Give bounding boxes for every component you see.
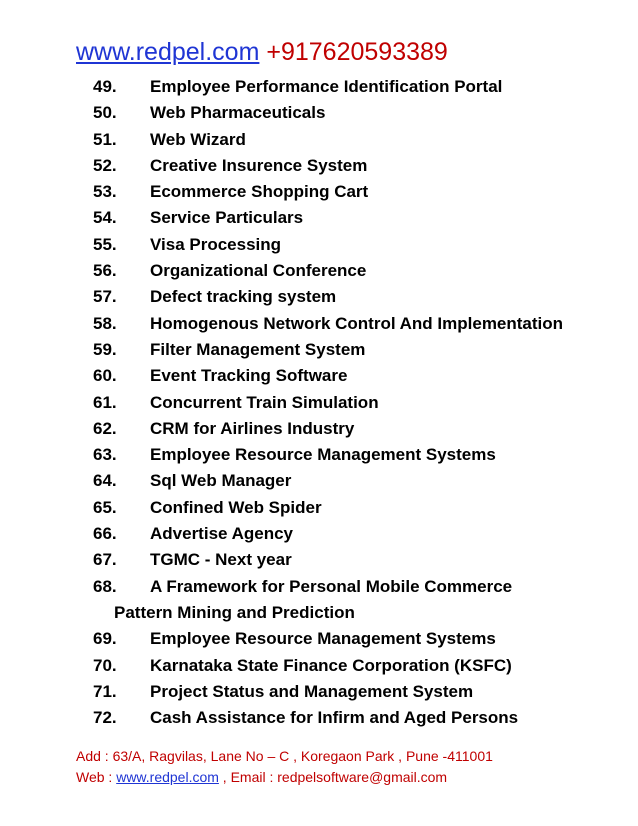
item-number: 56. <box>93 261 117 281</box>
list-item <box>93 626 613 652</box>
list-item <box>93 521 613 547</box>
item-title: Employee Resource Management Systems <box>150 445 496 465</box>
item-number: 62. <box>93 418 117 438</box>
contact-line <box>76 767 493 788</box>
website-link[interactable]: www.redpel.com <box>76 38 260 66</box>
item-title: Web Pharmaceuticals <box>150 103 326 123</box>
page-header <box>76 38 448 67</box>
list-item <box>93 337 613 363</box>
item-number: 66. <box>93 524 117 544</box>
list-item <box>93 311 613 337</box>
list-item <box>93 653 613 679</box>
item-title: Event Tracking Software <box>150 366 348 386</box>
item-number: 55. <box>93 234 117 254</box>
list-item <box>93 495 613 521</box>
item-title: Sql Web Manager <box>150 471 292 491</box>
item-title: Ecommerce Shopping Cart <box>150 182 369 202</box>
item-number: 50. <box>93 103 117 123</box>
item-title: Visa Processing <box>150 234 282 254</box>
item-title: CRM for Airlines Industry <box>150 418 355 438</box>
list-item <box>93 363 613 389</box>
list-item <box>93 74 613 100</box>
list-item <box>93 442 613 468</box>
item-number: 70. <box>93 655 117 675</box>
list-item <box>93 258 613 284</box>
item-title: Web Wizard <box>150 129 246 149</box>
item-number: 69. <box>93 629 117 649</box>
item-title: Creative Insurence System <box>150 155 368 175</box>
list-item <box>93 205 613 231</box>
item-number: 61. <box>93 392 117 412</box>
list-item <box>93 679 613 705</box>
page-footer <box>76 746 493 788</box>
item-number: 71. <box>93 681 117 701</box>
item-title: Cash Assistance for Infirm and Aged Persons <box>150 708 519 728</box>
item-title: Project Status and Management System <box>150 681 474 701</box>
list-item <box>93 468 613 494</box>
list-item <box>93 100 613 126</box>
item-number: 49. <box>93 77 117 96</box>
item-title: Employee Resource Management Systems <box>150 629 496 649</box>
list-item <box>93 416 613 442</box>
project-list <box>93 74 613 731</box>
web-label: Web : <box>76 769 117 785</box>
list-item <box>93 547 613 573</box>
item-number: 72. <box>93 708 117 728</box>
item-title: TGMC - Next year <box>150 550 292 570</box>
item-title: A Framework for Personal Mobile Commerce <box>150 576 513 596</box>
list-item <box>93 390 613 416</box>
phone-number: +917620593389 <box>266 38 448 66</box>
list-item <box>93 574 613 600</box>
list-item <box>93 179 613 205</box>
item-title: Organizational Conference <box>150 261 367 281</box>
item-title: Karnataka State Finance Corporation (KSFC) <box>150 655 512 675</box>
address-line: Add : 63/A, Ragvilas, Lane No – C , Koregaon Park , Pune -411001 <box>76 748 493 764</box>
item-number: 59. <box>93 339 117 359</box>
item-title: Defect tracking system <box>150 287 337 307</box>
item-title: Confined Web Spider <box>150 497 322 517</box>
item-number: 63. <box>93 445 117 465</box>
item-number: 58. <box>93 313 117 333</box>
item-number: 54. <box>93 208 117 228</box>
item-title: Pattern Mining and Prediction <box>114 602 355 622</box>
item-title: Concurrent Train Simulation <box>150 392 379 412</box>
item-number: 64. <box>93 471 117 491</box>
item-title: Service Particulars <box>150 208 304 228</box>
item-title: Homogenous Network Control And Implementation <box>150 313 564 333</box>
email-text: , Email : redpelsoftware@gmail.com <box>218 769 448 785</box>
item-number: 53. <box>93 182 117 202</box>
item-number: 52. <box>93 155 117 175</box>
list-item <box>93 284 613 310</box>
item-title: Advertise Agency <box>150 524 293 544</box>
item-title: Employee Performance Identification Portal <box>150 77 503 96</box>
item-number: 68. <box>93 576 117 596</box>
list-item <box>93 127 613 153</box>
item-number: 65. <box>93 497 117 517</box>
item-title: Filter Management System <box>150 339 366 359</box>
list-item <box>93 153 613 179</box>
list-item <box>93 705 613 731</box>
list-item-continuation <box>93 600 613 626</box>
footer-website-link[interactable]: www.redpel.com <box>116 769 219 785</box>
list-item <box>93 232 613 258</box>
item-number: 57. <box>93 287 117 307</box>
item-number: 60. <box>93 366 117 386</box>
item-number: 67. <box>93 550 117 570</box>
item-number: 51. <box>93 129 117 149</box>
